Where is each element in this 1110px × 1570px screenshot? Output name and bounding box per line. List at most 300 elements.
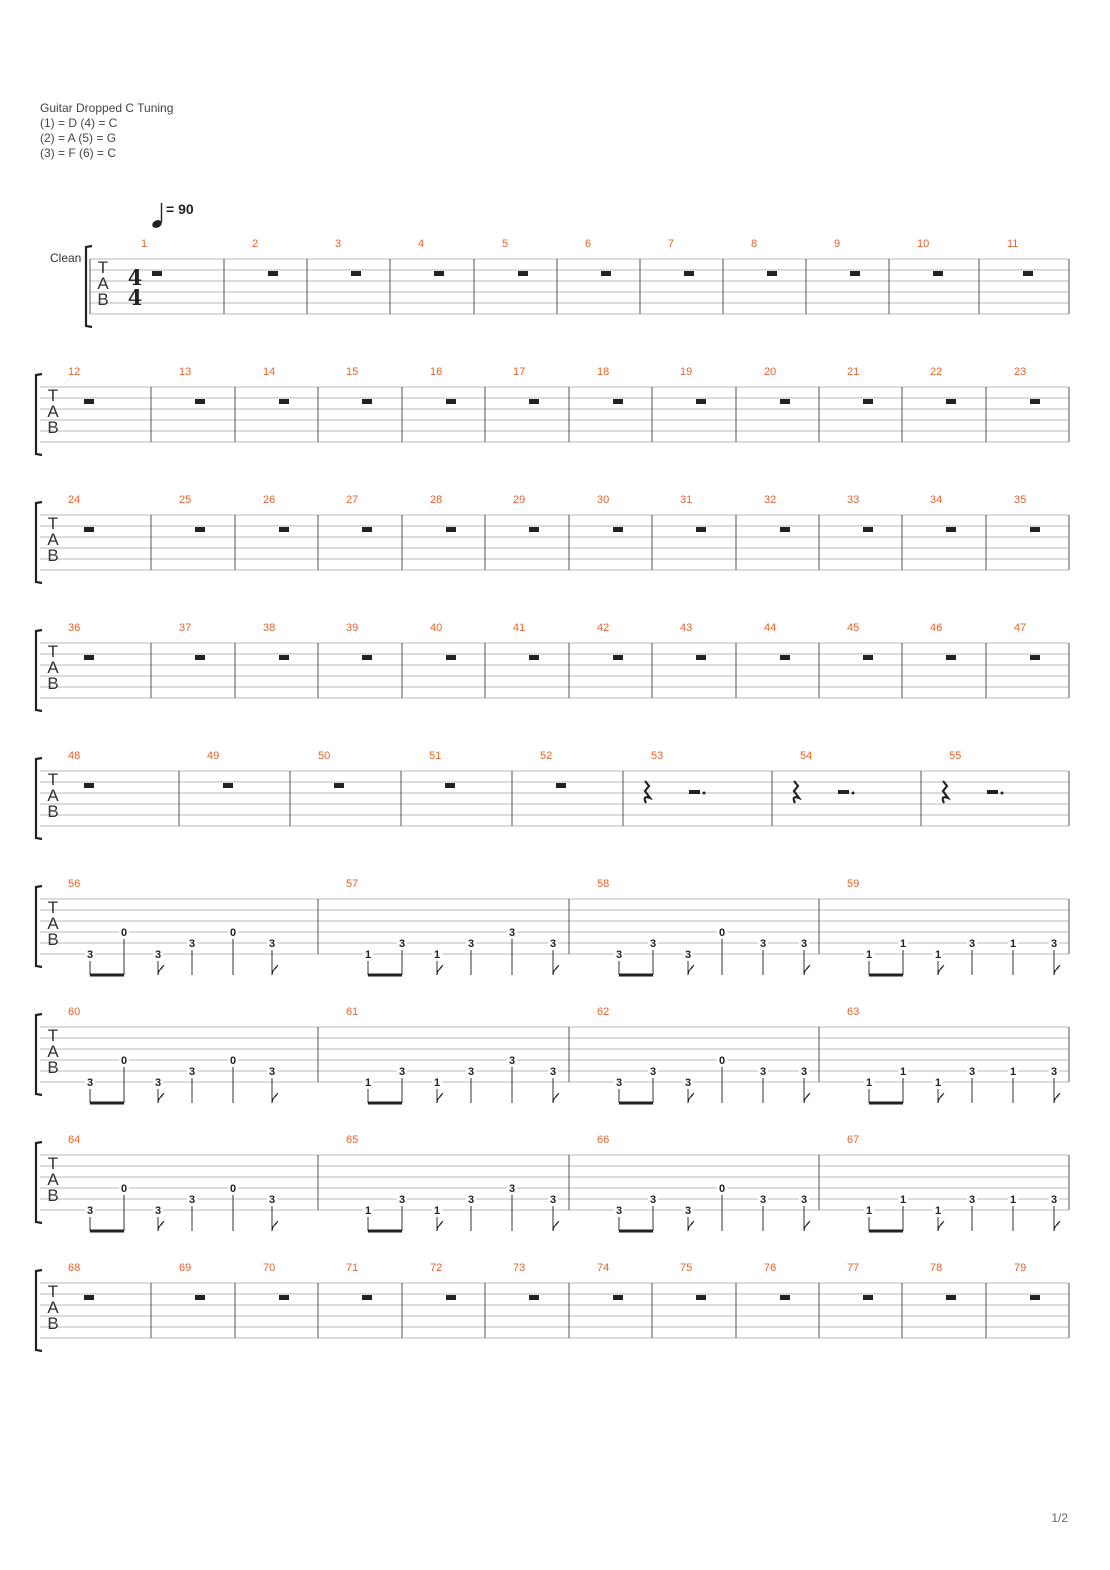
bar-number: 31 [680, 494, 693, 506]
note-flag [158, 1093, 164, 1103]
bar-number: 77 [847, 1262, 860, 1274]
bar-number: 27 [346, 494, 359, 506]
whole-rest [529, 399, 539, 404]
whole-rest [362, 1295, 372, 1300]
tab-clef-letter: T [47, 642, 59, 661]
fret-number: 3 [759, 938, 767, 950]
fret-number: 3 [968, 938, 976, 950]
system-bracket [86, 246, 92, 327]
bar-number: 5 [502, 238, 509, 250]
note-flag [688, 965, 694, 975]
whole-rest [556, 783, 566, 788]
fret-number: 1 [364, 1077, 372, 1089]
tab-clef-letter: B [47, 674, 59, 693]
tab-system-5 [36, 750, 1069, 839]
bar-number: 67 [847, 1134, 860, 1146]
whole-rest [613, 655, 623, 660]
whole-rest [351, 271, 361, 276]
whole-rest [1030, 399, 1040, 404]
fret-number: 0 [229, 1183, 237, 1195]
fret-number: 3 [615, 1077, 623, 1089]
fret-number: 3 [800, 1194, 808, 1206]
tab-system-6 [36, 878, 1069, 975]
bar-number: 16 [430, 366, 443, 378]
bar-number: 34 [930, 494, 943, 506]
whole-rest [195, 1295, 205, 1300]
system-bracket [36, 1014, 42, 1095]
bar-number: 46 [930, 622, 943, 634]
fret-number: 3 [398, 938, 406, 950]
note-flag [553, 1221, 559, 1231]
whole-rest [446, 1295, 456, 1300]
bar-number: 23 [1014, 366, 1027, 378]
bar-number: 33 [847, 494, 860, 506]
fret-number: 3 [684, 1205, 692, 1217]
fret-number: 3 [86, 949, 94, 961]
whole-rest [1030, 1295, 1040, 1300]
quarter-rest [943, 781, 948, 803]
tuning-title: Guitar Dropped C Tuning [40, 101, 174, 115]
whole-rest [863, 399, 873, 404]
whole-rest [613, 527, 623, 532]
bar-number: 57 [346, 878, 359, 890]
bar-number: 29 [513, 494, 526, 506]
system-bracket [36, 374, 42, 455]
note-flag [437, 965, 443, 975]
system-bracket [36, 886, 42, 967]
fret-number: 0 [120, 1055, 128, 1067]
whole-rest [446, 655, 456, 660]
tab-clef-letter: B [47, 1314, 59, 1333]
dotted-half-rest [987, 790, 998, 794]
bar-number: 60 [68, 1006, 81, 1018]
bar-number: 22 [930, 366, 943, 378]
bar-number: 65 [346, 1134, 359, 1146]
fret-number: 3 [549, 938, 557, 950]
bar-number: 68 [68, 1262, 81, 1274]
bar-number: 20 [764, 366, 777, 378]
bar-number: 25 [179, 494, 192, 506]
bar-number: 51 [429, 750, 442, 762]
tempo-marking [151, 201, 194, 229]
fret-number: 1 [899, 938, 907, 950]
whole-rest [946, 1295, 956, 1300]
system-bracket [36, 502, 42, 583]
whole-rest [195, 655, 205, 660]
whole-rest [268, 271, 278, 276]
whole-rest [946, 527, 956, 532]
whole-rest [279, 655, 289, 660]
whole-rest [696, 399, 706, 404]
tuning-line-3: (3) = F (6) = C [40, 146, 117, 160]
note-flag [688, 1093, 694, 1103]
tab-clef-letter: A [47, 402, 59, 421]
fret-number: 3 [268, 1194, 276, 1206]
bar-number: 32 [764, 494, 777, 506]
time-signature-top: 4 [127, 265, 143, 290]
whole-rest [601, 271, 611, 276]
note-flag [938, 1221, 944, 1231]
system-bracket [36, 758, 42, 839]
fret-number: 1 [934, 1077, 942, 1089]
tab-clef-letter: T [47, 386, 59, 405]
bar-number: 61 [346, 1006, 359, 1018]
whole-rest [933, 271, 943, 276]
tab-clef-letter: A [47, 914, 59, 933]
bar-number: 6 [585, 238, 592, 250]
fret-number: 3 [615, 949, 623, 961]
bar-number: 4 [418, 238, 425, 250]
bar-number: 58 [597, 878, 610, 890]
bar-number: 13 [179, 366, 192, 378]
bar-number: 71 [346, 1262, 359, 1274]
bar-number: 7 [668, 238, 675, 250]
whole-rest [684, 271, 694, 276]
tab-clef-letter: B [97, 290, 109, 309]
tab-system-2 [36, 366, 1069, 455]
bar-number: 14 [263, 366, 276, 378]
fret-number: 1 [1009, 1194, 1017, 1206]
bar-number: 26 [263, 494, 276, 506]
fret-number: 0 [718, 927, 726, 939]
fret-number: 3 [268, 1066, 276, 1078]
tab-clef-letter: B [47, 930, 59, 949]
whole-rest [767, 271, 777, 276]
bar-number: 50 [318, 750, 331, 762]
bar-number: 8 [751, 238, 758, 250]
bar-number: 40 [430, 622, 443, 634]
whole-rest [446, 399, 456, 404]
whole-rest [362, 399, 372, 404]
tab-clef-letter: B [47, 418, 59, 437]
bar-number: 70 [263, 1262, 276, 1274]
bar-number: 38 [263, 622, 276, 634]
system-bracket [36, 630, 42, 711]
fret-number: 3 [759, 1194, 767, 1206]
bar-number: 59 [847, 878, 860, 890]
whole-rest [152, 271, 162, 276]
fret-number: 3 [86, 1205, 94, 1217]
bar-number: 11 [1007, 238, 1019, 250]
bar-number: 63 [847, 1006, 860, 1018]
fret-number: 0 [120, 1183, 128, 1195]
bar-number: 56 [68, 878, 81, 890]
bar-number: 76 [764, 1262, 777, 1274]
note-flag [158, 1221, 164, 1231]
fret-number: 3 [86, 1077, 94, 1089]
note-flag [553, 965, 559, 975]
tab-clef-letter: T [47, 770, 59, 789]
whole-rest [946, 399, 956, 404]
whole-rest [362, 527, 372, 532]
fret-number: 0 [718, 1183, 726, 1195]
bar-number: 54 [800, 750, 813, 762]
fret-number: 1 [1009, 938, 1017, 950]
system-bracket [36, 1270, 42, 1351]
bar-number: 37 [179, 622, 192, 634]
fret-number: 3 [467, 1194, 475, 1206]
bar-number: 39 [346, 622, 359, 634]
quarter-rest [794, 781, 799, 803]
fret-number: 3 [649, 1194, 657, 1206]
whole-rest [279, 1295, 289, 1300]
whole-rest [446, 527, 456, 532]
fret-number: 1 [1009, 1066, 1017, 1078]
note-flag [688, 1221, 694, 1231]
bar-number: 62 [597, 1006, 610, 1018]
note-flag [938, 1093, 944, 1103]
whole-rest [863, 655, 873, 660]
fret-number: 3 [398, 1066, 406, 1078]
whole-rest [696, 655, 706, 660]
tab-clef-letter: T [97, 258, 109, 277]
bar-number: 21 [847, 366, 860, 378]
fret-number: 1 [934, 949, 942, 961]
fret-number: 3 [549, 1194, 557, 1206]
rest-dot [852, 792, 855, 795]
bar-number: 3 [335, 238, 342, 250]
whole-rest [84, 527, 94, 532]
note-flag [804, 1093, 810, 1103]
tab-clef-letter: A [47, 1042, 59, 1061]
whole-rest [850, 271, 860, 276]
bar-number: 42 [597, 622, 610, 634]
bar-number: 2 [252, 238, 259, 250]
fret-number: 0 [718, 1055, 726, 1067]
fret-number: 1 [865, 949, 873, 961]
bar-number: 45 [847, 622, 860, 634]
fret-number: 1 [865, 1077, 873, 1089]
bar-number: 52 [540, 750, 553, 762]
fret-number: 3 [549, 1066, 557, 1078]
tab-clef-letter: A [47, 530, 59, 549]
bar-number: 17 [513, 366, 526, 378]
tab-system-8 [36, 1134, 1069, 1231]
fret-number: 3 [1050, 938, 1058, 950]
tab-system-4 [36, 622, 1069, 711]
whole-rest [84, 399, 94, 404]
fret-number: 3 [1050, 1194, 1058, 1206]
tab-clef-letter: A [97, 274, 109, 293]
tab-clef-letter: A [47, 658, 59, 677]
bar-number: 55 [949, 750, 962, 762]
whole-rest [195, 399, 205, 404]
note-flag [272, 1093, 278, 1103]
bar-number: 49 [207, 750, 220, 762]
fret-number: 3 [154, 949, 162, 961]
whole-rest [780, 655, 790, 660]
whole-rest [223, 783, 233, 788]
whole-rest [279, 527, 289, 532]
fret-number: 0 [120, 927, 128, 939]
tuning-line-2: (2) = A (5) = G [40, 131, 117, 145]
tab-clef-letter: A [47, 1298, 59, 1317]
dotted-half-rest [689, 790, 700, 794]
whole-rest [780, 1295, 790, 1300]
whole-rest [613, 399, 623, 404]
fret-number: 3 [467, 938, 475, 950]
bar-number: 78 [930, 1262, 943, 1274]
whole-rest [84, 783, 94, 788]
fret-number: 1 [899, 1066, 907, 1078]
note-flag [437, 1093, 443, 1103]
whole-rest [863, 1295, 873, 1300]
fret-number: 3 [968, 1194, 976, 1206]
rest-dot [703, 792, 706, 795]
fret-number: 1 [433, 1205, 441, 1217]
note-flag [938, 965, 944, 975]
fret-number: 1 [433, 949, 441, 961]
tab-system-7 [36, 1006, 1069, 1103]
bar-number: 24 [68, 494, 81, 506]
whole-rest [613, 1295, 623, 1300]
fret-number: 3 [684, 949, 692, 961]
fret-number: 1 [364, 949, 372, 961]
fret-number: 3 [759, 1066, 767, 1078]
fret-number: 3 [188, 1066, 196, 1078]
note-flag [272, 1221, 278, 1231]
track-name: Clean [50, 251, 82, 265]
note-flag [804, 965, 810, 975]
dotted-half-rest [838, 790, 849, 794]
tab-clef-letter: A [47, 1170, 59, 1189]
tab-clef-letter: T [47, 1026, 59, 1045]
tab-clef-letter: T [47, 898, 59, 917]
bar-number: 64 [68, 1134, 81, 1146]
note-flag [437, 1221, 443, 1231]
whole-rest [696, 527, 706, 532]
tuning-line-1: (1) = D (4) = C [40, 116, 118, 130]
whole-rest [434, 271, 444, 276]
bar-number: 9 [834, 238, 841, 250]
note-flag [1054, 965, 1060, 975]
time-signature-bottom: 4 [127, 285, 143, 310]
bar-number: 19 [680, 366, 693, 378]
fret-number: 3 [800, 1066, 808, 1078]
whole-rest [445, 783, 455, 788]
bar-number: 69 [179, 1262, 192, 1274]
fret-number: 0 [229, 927, 237, 939]
fret-number: 3 [684, 1077, 692, 1089]
fret-number: 3 [1050, 1066, 1058, 1078]
fret-number: 3 [615, 1205, 623, 1217]
tab-clef-letter: T [47, 1282, 59, 1301]
bar-number: 18 [597, 366, 610, 378]
tab-system-1 [86, 238, 1069, 327]
bar-number: 12 [68, 366, 81, 378]
whole-rest [529, 527, 539, 532]
whole-rest [84, 655, 94, 660]
fret-number: 1 [899, 1194, 907, 1206]
quarter-rest [645, 781, 650, 803]
fret-number: 3 [800, 938, 808, 950]
bar-number: 10 [917, 238, 930, 250]
fret-number: 3 [154, 1205, 162, 1217]
note-flag [804, 1221, 810, 1231]
fret-number: 3 [188, 938, 196, 950]
tab-clef-letter: B [47, 1186, 59, 1205]
bar-number: 72 [430, 1262, 443, 1274]
bar-number: 79 [1014, 1262, 1027, 1274]
whole-rest [279, 399, 289, 404]
tab-system-9 [36, 1262, 1069, 1351]
whole-rest [780, 399, 790, 404]
bar-number: 15 [346, 366, 359, 378]
system-bracket [36, 1142, 42, 1223]
whole-rest [334, 783, 344, 788]
fret-number: 3 [508, 1183, 516, 1195]
fret-number: 3 [154, 1077, 162, 1089]
bar-number: 74 [597, 1262, 610, 1274]
bar-number: 36 [68, 622, 81, 634]
whole-rest [518, 271, 528, 276]
fret-number: 1 [364, 1205, 372, 1217]
bar-number: 35 [1014, 494, 1027, 506]
fret-number: 3 [188, 1194, 196, 1206]
whole-rest [946, 655, 956, 660]
tab-clef-letter: T [47, 514, 59, 533]
bar-number: 47 [1014, 622, 1027, 634]
note-flag [553, 1093, 559, 1103]
fret-number: 3 [508, 1055, 516, 1067]
tab-clef-letter: B [47, 546, 59, 565]
whole-rest [780, 527, 790, 532]
tab-clef-letter: A [47, 786, 59, 805]
fret-number: 3 [508, 927, 516, 939]
tempo-value: = 90 [166, 201, 194, 217]
whole-rest [863, 527, 873, 532]
bar-number: 48 [68, 750, 81, 762]
bar-number: 66 [597, 1134, 610, 1146]
fret-number: 1 [934, 1205, 942, 1217]
fret-number: 3 [968, 1066, 976, 1078]
bar-number: 43 [680, 622, 693, 634]
whole-rest [1023, 271, 1033, 276]
bar-number: 44 [764, 622, 777, 634]
whole-rest [529, 655, 539, 660]
fret-number: 3 [268, 938, 276, 950]
bar-number: 75 [680, 1262, 693, 1274]
whole-rest [362, 655, 372, 660]
bar-number: 41 [513, 622, 526, 634]
whole-rest [1030, 655, 1040, 660]
fret-number: 3 [467, 1066, 475, 1078]
fret-number: 3 [649, 1066, 657, 1078]
whole-rest [529, 1295, 539, 1300]
tab-clef-letter: T [47, 1154, 59, 1173]
fret-number: 1 [865, 1205, 873, 1217]
bar-number: 30 [597, 494, 610, 506]
page-number: 1/2 [1051, 1511, 1068, 1525]
note-flag [1054, 1221, 1060, 1231]
fret-number: 0 [229, 1055, 237, 1067]
bar-number: 1 [141, 238, 148, 250]
whole-rest [696, 1295, 706, 1300]
tab-clef-letter: B [47, 802, 59, 821]
rest-dot [1001, 792, 1004, 795]
fret-number: 3 [649, 938, 657, 950]
note-flag [1054, 1093, 1060, 1103]
bar-number: 73 [513, 1262, 526, 1274]
whole-rest [195, 527, 205, 532]
whole-rest [1030, 527, 1040, 532]
note-flag [272, 965, 278, 975]
whole-rest [84, 1295, 94, 1300]
fret-number: 1 [433, 1077, 441, 1089]
bar-number: 28 [430, 494, 443, 506]
tab-system-3 [36, 494, 1069, 583]
note-flag [158, 965, 164, 975]
